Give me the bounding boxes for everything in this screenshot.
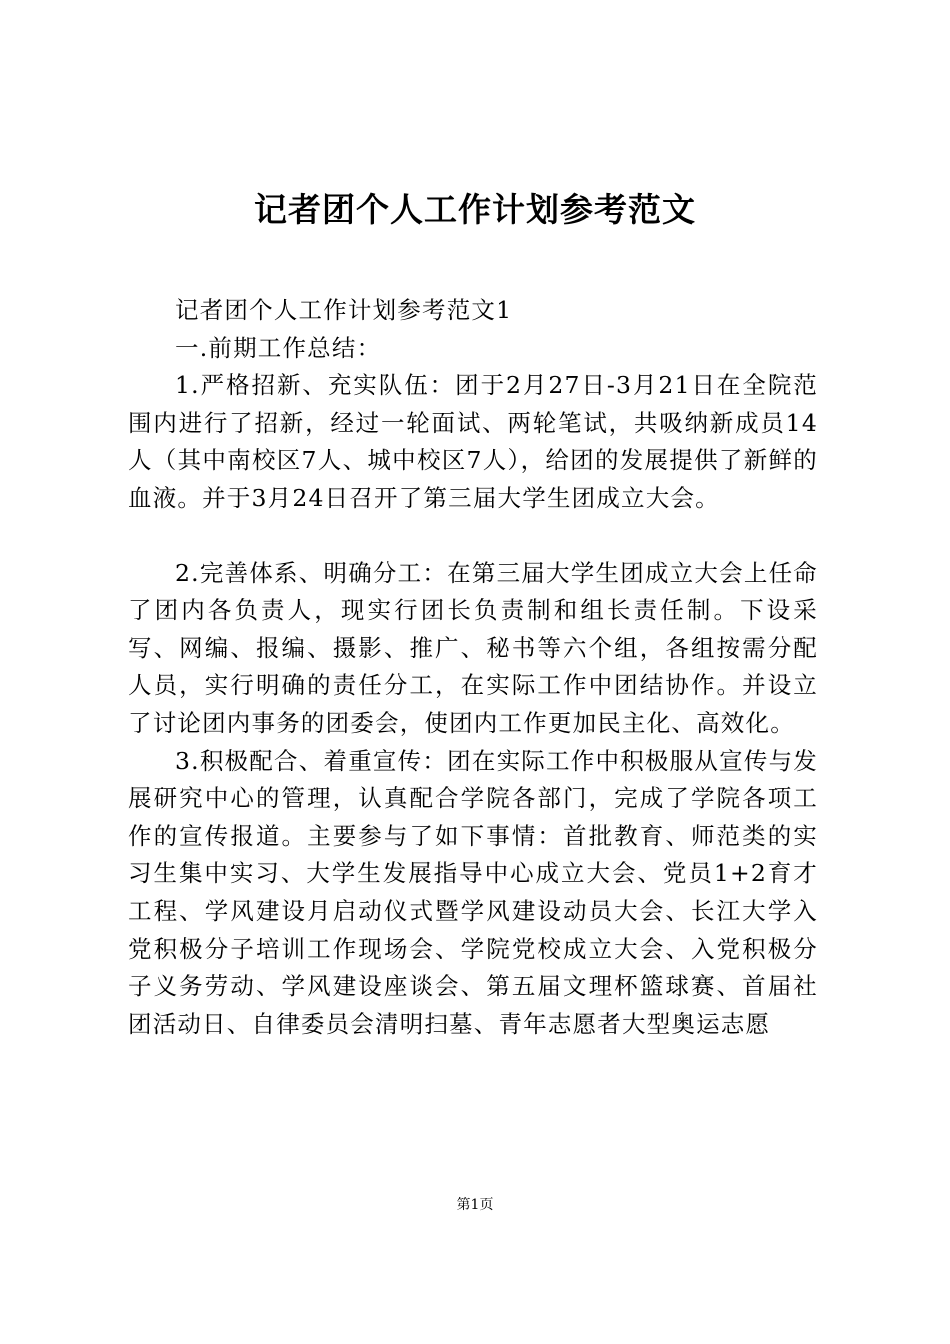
paragraph-item-2: 2.完善体系、明确分工：在第三届大学生团成立大会上任命了团内各负责人，现实行团长负责制和组长责任制。下设采写、网编、报编、摄影、推广、秘书等六个组，各组按需分配人员，实行明确的责任分工，在实际工作中团结协作。并设立了讨论团内事务的团委会，使团内工作更加民主化、高效化。 [128,558,818,737]
paragraph-item-3: 3.积极配合、着重宣传：团在实际工作中积极服从宣传与发展研究中心的管理，认真配合学院各部门，完成了学院各项工作的宣传报道。主要参与了如下事情：首批教育、师范类的实习生集中实习、大学生发展指导中心成立大会、党员1+2育才工程、学风建设月启动仪式暨学风建设动员大会、长江大学入党积极分子培训工作现场会、学院党校成立大会、入党积极分子义务劳动、学风建设座谈会、第五届文理杯篮球赛、首届社团活动日、自律委员会清明扫墓、青年志愿者大型奥运志愿 [128,746,818,1038]
paragraph-section-title: 一.前期工作总结： [175,333,382,362]
page-number: 第1页 [456,1197,494,1213]
document-title: 记者团个人工作计划参考范文 [254,190,696,229]
paragraph-item-1: 1.严格招新、充实队伍：团于2月27日-3月21日在全院范围内进行了招新，经过一轮面试、两轮笔试，共吸纳新成员14人（其中南校区7人、城中校区7人），给团的发展提供了新鲜的血液。并于3月24日召开了第三届大学生团成立大会。 [128,371,818,512]
paragraph-heading: 记者团个人工作计划参考范文1 [175,296,513,324]
document-body [128,292,818,1043]
